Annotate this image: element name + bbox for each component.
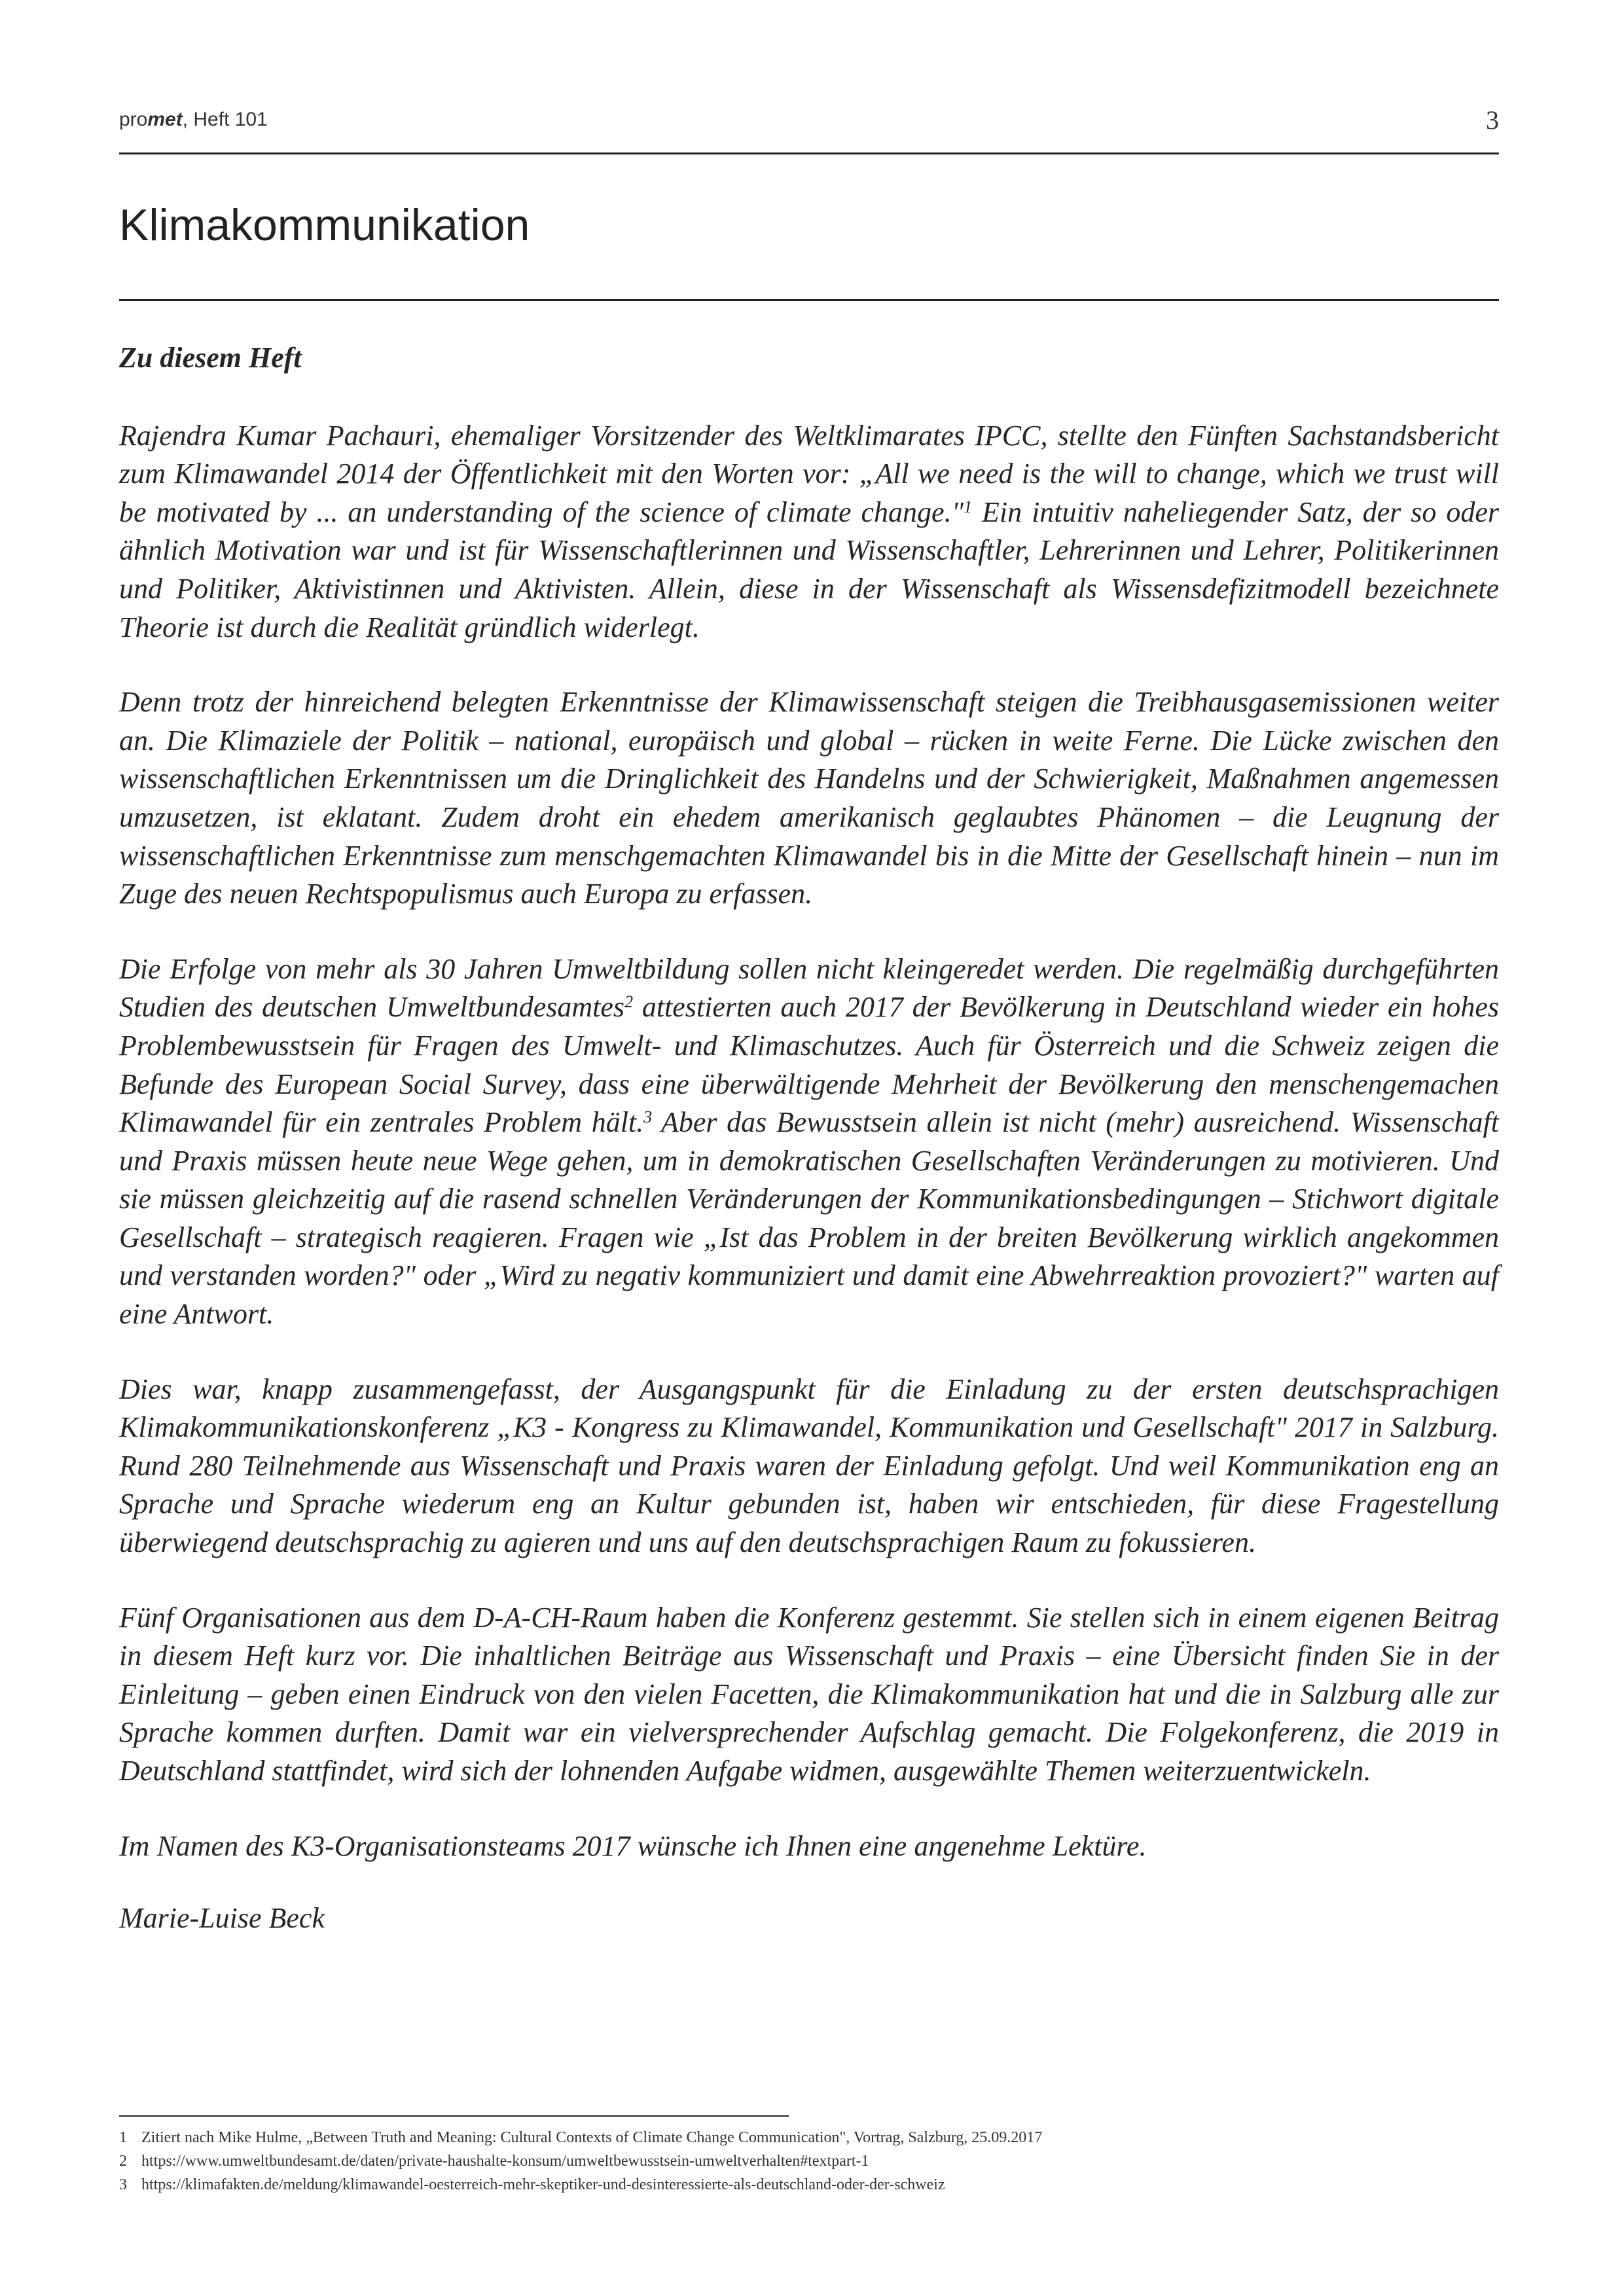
paragraph-1-text-a: Rajendra Kumar Pachauri, ehemaliger Vorsitzender des Weltklimarates IPCC, stellte den Fünften Sachstandsbericht zum Klimawandel 2014 der Öffentlichkeit mit den Worten vor: „All we need is the will to change, which we trust will be motivated by ... an understanding of the science of climate change." (119, 419, 1499, 528)
paragraph-5: Fünf Organisationen aus dem D-A-CH-Raum haben die Konferenz gestemmt. Sie stellen sich in einem eigenen Beitrag in diesem Heft kurz vor. Die inhaltlichen Beiträge aus Wissenschaft und Praxis – eine Übersicht finden Sie in der Einleitung – geben einen Eindruck von den vielen Facetten, die Klimakommunikation hat und die in Salzburg alle zur Sprache kommen durften. Damit war ein vielversprechender Aufschlag gemacht. Die Folgekonferenz, die 2019 in Deutschland stattfindet, wird sich der lohnenden Aufgabe widmen, ausgewählte Themen weiterzuentwickeln. (119, 1601, 1499, 1787)
paragraph-3-text-b: attestierten auch 2017 der Bevölkerung in Deutschland wieder ein hohes Problembewusstsein für Fragen des Umwelt- und Klimaschutzes. Auch für Österreich und die Schweiz zeigen die Befunde des European Social Survey, dass eine überwältigende Mehrheit der Bevölkerung den menschengemachen Klimawandel für ein zentrales Problem hält. (119, 991, 1500, 1139)
journal-issue: , Heft 101 (182, 109, 268, 130)
signature: Marie-Luise Beck (119, 1902, 325, 1935)
footnote-item (119, 2173, 1499, 2197)
title-divider (119, 299, 1499, 301)
paragraph-3 (119, 950, 1499, 1334)
footnote-divider (119, 2115, 789, 2117)
footnote-ref-3: 3 (643, 1107, 653, 1127)
page-number: 3 (1486, 105, 1499, 135)
footnote-number: 2 (119, 2153, 127, 2170)
paragraph-1 (119, 417, 1499, 647)
footnote-text: Zitiert nach Mike Hulme, „Between Truth and Meaning: Cultural Contexts of Climate Change Communication", Vortrag, Salzburg, 25.09.2017 (141, 2129, 1043, 2146)
footnote-number: 1 (119, 2129, 127, 2146)
footnote-item (119, 2126, 1499, 2149)
footnote-link[interactable]: https://klimafakten.de/meldung/klimawandel-oesterreich-mehr-skeptiker-und-desinteressierte-als-deutschland-oder-der-schweiz (141, 2176, 945, 2193)
footnote-number: 3 (119, 2176, 127, 2193)
paragraph-3-text-a: Die Erfolge von mehr als 30 Jahren Umweltbildung sollen nicht kleingeredet werden. Die regelmäßig durchgeführten Studien des deutschen Umweltbundesamtes (119, 952, 1499, 1024)
paragraph-1-text-b: Ein intuitiv naheliegender Satz, der so oder ähnlich Motivation war und ist für Wissenschaftlerinnen und Wissenschaftler, Lehrerinnen und Lehrer, Politikerinnen und Politiker, Aktivistinnen und Aktivisten. Allein, diese in der Wissenschaft als Wissensdefizitmodell bezeichnete Theorie ist durch die Realität gründlich widerlegt. (119, 495, 1499, 643)
footnote-ref-1: 1 (964, 497, 973, 516)
footnote-item (119, 2149, 1499, 2173)
running-header (119, 105, 1499, 137)
article-body (119, 339, 1499, 1938)
page-title: Klimakommunikation (119, 200, 530, 250)
paragraph-3-text-c: Aber das Bewusstsein allein ist nicht (mehr) ausreichend. Wissenschaft und Praxis müssen heute neue Wege gehen, um in demokratischen Gesellschaften Veränderungen zu motivieren. Und sie müssen gleichzeitig auf die rasend schnellen Veränderungen der Kommunikationsbedingungen – Stichwort digitale Gesellschaft – strategisch reagieren. Fragen wie „Ist das Problem in der breiten Bevölkerung wirklich angekommen und verstanden worden?" oder „Wird zu negativ kommuniziert und damit eine Abwehrreaktion provoziert?" warten auf eine Antwort. (119, 1106, 1499, 1331)
footnote-link[interactable]: https://www.umweltbundesamt.de/daten/private-haushalte-konsum/umweltbewusstsein-umweltverhalten#textpart-1 (141, 2153, 869, 2170)
journal-name (119, 109, 268, 131)
footnotes (119, 2126, 1499, 2197)
paragraph-2: Denn trotz der hinreichend belegten Erkenntnisse der Klimawissenschaft steigen die Treibhausgasemissionen weiter an. Die Klimaziele der Politik – national, europäisch und global – rücken in weite Ferne. Die Lücke zwischen den wissenschaftlichen Erkenntnissen um die Dringlichkeit des Handelns und der Schwierigkeit, Maßnahmen angemessen umzusetzen, ist eklatant. Zudem droht ein ehedem amerikanisch geglaubtes Phänomen – die Leugnung der wissenschaftlichen Erkenntnisse zum menschgemachten Klimawandel bis in die Mitte der Gesellschaft hinein – nun im Zuge des neuen Rechtspopulismus auch Europa zu erfassen. (119, 686, 1499, 910)
footnote-ref-2: 2 (624, 992, 634, 1012)
journal-name-pro: pro (119, 109, 148, 130)
header-divider (119, 152, 1499, 154)
journal-name-met: met (147, 109, 183, 130)
paragraph-4: Dies war, knapp zusammengefasst, der Ausgangspunkt für die Einladung zu der ersten deutschsprachigen Klimakommunikationskonferenz „K3 - Kongress zu Klimawandel, Kommunikation und Gesellschaft" 2017 in Salzburg. Rund 280 Teilnehmende aus Wissenschaft und Praxis waren der Einladung gefolgt. Und weil Kommunikation eng an Sprache und Sprache wiederum eng an Kultur gebunden ist, haben wir entschieden, für diese Fragestellung überwiegend deutschsprachig zu agieren und uns auf den deutschsprachigen Raum zu fokussieren. (119, 1372, 1499, 1559)
section-subheading: Zu diesem Heft (119, 342, 302, 374)
closing-line: Im Namen des K3-Organisationsteams 2017 wünsche ich Ihnen eine angenehme Lektüre. (119, 1829, 1147, 1862)
